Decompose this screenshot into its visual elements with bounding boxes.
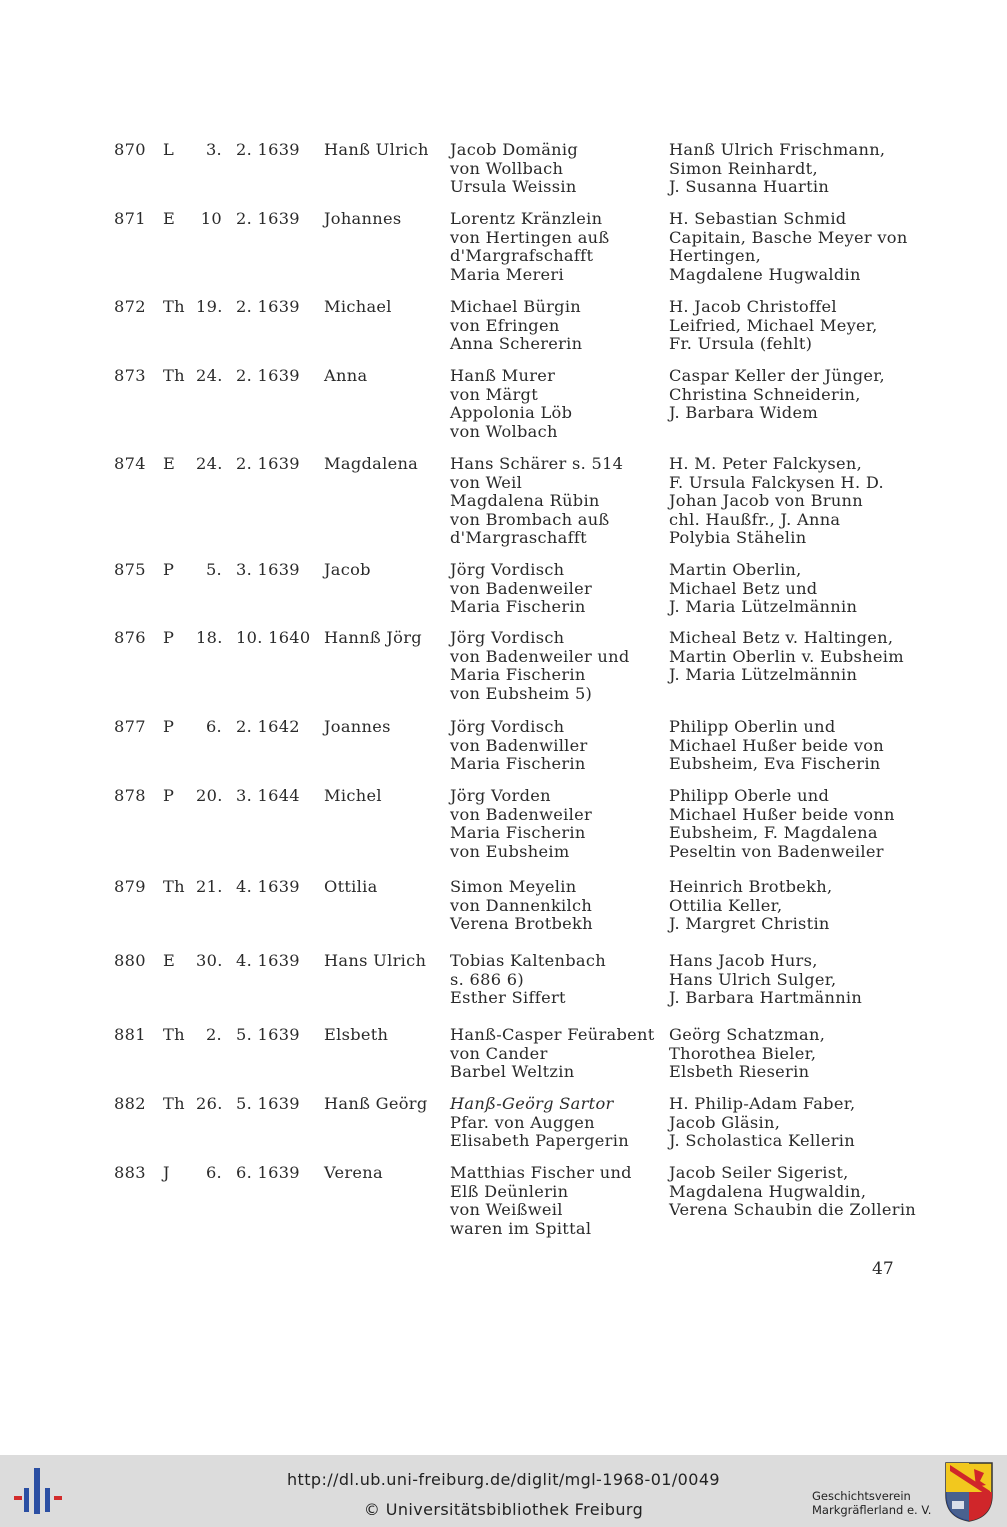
parents-line: Magdalena Rübin: [450, 491, 600, 510]
godparents-column: [669, 298, 878, 354]
entry-number: 881: [114, 1025, 146, 1044]
godparents-column: [669, 629, 904, 685]
entry-number: 874: [114, 454, 146, 473]
godparents-line: Hans Ulrich Sulger,: [669, 969, 837, 989]
entry-number: 873: [114, 366, 146, 385]
godparents-line: Hans Jacob Hurs,: [669, 951, 818, 970]
entry-month-year: 2. 1639: [236, 297, 300, 316]
publisher-line-2: Markgräflerland e. V.: [812, 1503, 932, 1517]
entry-month-year: 2. 1639: [236, 454, 300, 473]
parents-line: Anna Schererin: [450, 334, 583, 353]
footer-copyright: © Universitätsbibliothek Freiburg: [363, 1500, 644, 1519]
godparents-line: H. M. Peter Falckysen,: [669, 454, 863, 473]
godparents-line: Magdalena Hugwaldin,: [669, 1181, 867, 1201]
godparents-line: Ottilia Keller,: [669, 895, 783, 915]
entry-month-year: 6. 1639: [236, 1163, 300, 1182]
entry-day: 3.: [205, 140, 222, 159]
register-entry: [0, 952, 1007, 1008]
parents-line: Hanß Murer: [450, 366, 556, 385]
godparents-line: Peseltin von Badenweiler: [669, 841, 884, 861]
register-entry: [0, 561, 1007, 617]
godparents-line: H. Philip-Adam Faber,: [669, 1094, 856, 1113]
entry-code: L: [163, 140, 175, 159]
parents-column: [450, 718, 588, 774]
parents-line: Jörg Vordisch: [450, 560, 565, 579]
entry-day: 26.: [196, 1094, 223, 1113]
footer-url-link[interactable]: http://dl.ub.uni-freiburg.de/diglit/mgl-1968-01/0049: [287, 1470, 720, 1489]
godparents-line: Leifried, Michael Meyer,: [669, 315, 878, 335]
godparents-line: J. Margret Christin: [669, 914, 830, 933]
godparents-column: [669, 787, 895, 861]
parents-line: s. 686 6): [450, 969, 524, 989]
entry-number: 880: [114, 951, 146, 970]
godparents-line: Martin Oberlin v. Eubsheim: [669, 646, 904, 666]
godparents-column: [669, 1164, 916, 1220]
parents-line: von Brombach auß: [450, 509, 610, 529]
godparents-line: Eubsheim, Eva Fischerin: [669, 754, 881, 773]
parents-line: Maria Fischerin: [450, 823, 586, 842]
godparents-column: [669, 141, 885, 197]
godparents-line: J. Barbara Widem: [669, 403, 818, 422]
entry-code: E: [163, 454, 176, 473]
godparents-column: [669, 1095, 855, 1151]
parents-column: [450, 1026, 655, 1082]
parents-column: [450, 561, 592, 617]
entry-code: P: [163, 628, 175, 647]
child-name: Elsbeth: [324, 1025, 389, 1044]
godparents-line: Hanß Ulrich Frischmann,: [669, 140, 886, 159]
entry-month-year: 5. 1639: [236, 1094, 300, 1113]
register-entry: [0, 1095, 1007, 1151]
child-name: Hanß Geörg: [324, 1094, 428, 1113]
parents-line: von Eubsheim: [450, 841, 570, 861]
entry-month-year: 10. 1640: [236, 628, 311, 647]
publisher-name: [812, 1489, 931, 1517]
entry-number: 871: [114, 209, 146, 228]
child-name: Ottilia: [324, 877, 378, 896]
entry-day: 6.: [205, 1163, 222, 1182]
parents-column: [450, 455, 623, 548]
entry-month-year: 3. 1639: [236, 560, 300, 579]
parents-line: von Weil: [450, 472, 523, 492]
godparents-line: Eubsheim, F. Magdalena: [669, 823, 878, 842]
entry-number: 872: [114, 297, 146, 316]
parents-line: Simon Meyelin: [450, 877, 577, 896]
entry-month-year: 2. 1639: [236, 209, 300, 228]
entry-code: Th: [163, 366, 185, 385]
godparents-line: J. Scholastica Kellerin: [669, 1131, 855, 1150]
publisher-line-1: Geschichtsverein: [812, 1489, 911, 1503]
child-name: Magdalena: [324, 454, 419, 473]
register-entry: [0, 210, 1007, 284]
godparents-line: Michael Betz und: [669, 578, 818, 598]
parents-line: von Badenweiler: [450, 804, 592, 824]
entry-code: J: [163, 1163, 170, 1182]
parents-line: Maria Fischerin: [450, 597, 586, 616]
entry-day: 5.: [205, 560, 222, 579]
parents-line: Esther Siffert: [450, 988, 566, 1007]
register-entry: [0, 878, 1007, 934]
entry-number: 878: [114, 786, 146, 805]
parents-column: [450, 629, 630, 703]
register-entry: [0, 298, 1007, 354]
godparents-line: Heinrich Brotbekh,: [669, 877, 833, 896]
godparents-line: Michael Hußer beide vonn: [669, 804, 895, 824]
entry-number: 882: [114, 1094, 146, 1113]
register-entry: [0, 629, 1007, 703]
godparents-line: Polybia Stähelin: [669, 528, 807, 547]
register-entry: [0, 787, 1007, 861]
parents-column: [450, 1095, 629, 1151]
parents-line: Hanß-Geörg Sartor: [450, 1094, 614, 1113]
entry-day: 21.: [196, 877, 223, 896]
entry-code: P: [163, 560, 175, 579]
godparents-column: [669, 367, 885, 423]
godparents-line: Johan Jacob von Brunn: [669, 491, 864, 510]
entry-code: Th: [163, 877, 185, 896]
child-name: Michael: [324, 297, 392, 316]
parents-line: waren im Spittal: [450, 1218, 592, 1238]
parents-column: [450, 952, 606, 1008]
parents-line: Jörg Vordisch: [450, 628, 565, 647]
entry-number: 877: [114, 717, 146, 736]
parents-line: Elß Deünlerin: [450, 1181, 569, 1201]
godparents-line: Martin Oberlin,: [669, 560, 802, 579]
entry-month-year: 4. 1639: [236, 877, 300, 896]
entry-number: 876: [114, 628, 146, 647]
entry-code: P: [163, 717, 175, 736]
entry-day: 19.: [196, 297, 223, 316]
child-name: Hanß Ulrich: [324, 140, 429, 159]
godparents-line: F. Ursula Falckysen H. D.: [669, 472, 884, 492]
godparents-column: [669, 952, 862, 1008]
child-name: Jacob: [324, 560, 371, 579]
godparents-line: Hertingen,: [669, 246, 762, 265]
parents-line: von Wollbach: [450, 158, 564, 178]
register-entry: [0, 367, 1007, 441]
parents-line: von Badenweiler: [450, 578, 592, 598]
child-name: Johannes: [324, 209, 402, 228]
entry-number: 875: [114, 560, 146, 579]
parents-column: [450, 141, 578, 197]
parents-column: [450, 367, 572, 441]
godparents-line: J. Maria Lützelmännin: [669, 665, 858, 684]
parents-line: Appolonia Löb: [450, 403, 573, 422]
entry-day: 24.: [196, 454, 223, 473]
parents-line: von Badenwiller: [450, 735, 588, 755]
godparents-line: Simon Reinhardt,: [669, 158, 818, 178]
godparents-line: Capitain, Basche Meyer von: [669, 227, 908, 247]
parents-line: von Eubsheim 5): [450, 683, 593, 703]
entry-number: 883: [114, 1163, 146, 1182]
register-entry: [0, 1164, 1007, 1238]
entry-day: 6.: [205, 717, 222, 736]
entry-code: Th: [163, 1094, 185, 1113]
entry-day: 24.: [196, 366, 223, 385]
footer-bar: [0, 1455, 1007, 1527]
parents-line: Maria Mereri: [450, 264, 564, 284]
godparents-line: Philipp Oberle und: [669, 786, 830, 805]
entry-month-year: 2. 1639: [236, 140, 300, 159]
entry-day: 18.: [196, 628, 223, 647]
godparents-line: Geörg Schatzman,: [669, 1025, 826, 1044]
entry-number: 870: [114, 140, 146, 159]
godparents-line: H. Jacob Christoffel: [669, 297, 837, 316]
entry-month-year: 5. 1639: [236, 1025, 300, 1044]
godparents-line: Micheal Betz v. Haltingen,: [669, 628, 894, 647]
child-name: Hannß Jörg: [324, 628, 422, 647]
parents-line: Tobias Kaltenbach: [450, 951, 606, 970]
godparents-line: Jacob Gläsin,: [669, 1112, 781, 1132]
parents-line: Elisabeth Papergerin: [450, 1131, 629, 1150]
godparents-column: [669, 561, 857, 617]
godparents-line: J. Maria Lützelmännin: [669, 597, 858, 616]
coat-of-arms-icon: [944, 1461, 994, 1523]
godparents-line: Verena Schaubin die Zollerin: [669, 1200, 917, 1219]
child-name: Michel: [324, 786, 382, 805]
godparents-line: Fr. Ursula (fehlt): [669, 334, 813, 353]
parents-line: von Märgt: [450, 384, 538, 404]
register-entry: [0, 141, 1007, 197]
godparents-column: [669, 210, 908, 284]
godparents-line: Thorothea Bieler,: [669, 1043, 817, 1063]
godparents-line: J. Susanna Huartin: [669, 177, 830, 196]
godparents-column: [669, 878, 832, 934]
entry-day: 10: [200, 209, 222, 228]
parents-line: Jacob Domänig: [450, 140, 579, 159]
register-entry: [0, 718, 1007, 774]
parents-line: Lorentz Kränzlein: [450, 209, 603, 228]
parents-column: [450, 1164, 632, 1238]
parents-line: Hanß-Casper Feürabent: [450, 1025, 655, 1044]
parents-line: Hans Schärer s. 514: [450, 454, 624, 473]
parents-line: Barbel Weltzin: [450, 1062, 575, 1081]
child-name: Joannes: [324, 717, 391, 736]
parents-line: Matthias Fischer und: [450, 1163, 632, 1182]
parents-line: Pfar. von Auggen: [450, 1112, 595, 1132]
parents-column: [450, 210, 610, 284]
parents-line: Verena Brotbekh: [450, 914, 593, 933]
godparents-line: Michael Hußer beide von: [669, 735, 885, 755]
godparents-column: [669, 718, 884, 774]
parents-line: von Dannenkilch: [450, 895, 593, 915]
entry-code: E: [163, 209, 176, 228]
godparents-line: Philipp Oberlin und: [669, 717, 836, 736]
entry-month-year: 2. 1639: [236, 366, 300, 385]
entry-code: Th: [163, 1025, 185, 1044]
entry-number: 879: [114, 877, 146, 896]
godparents-line: chl. Haußfr., J. Anna: [669, 509, 841, 529]
godparents-line: H. Sebastian Schmid: [669, 209, 847, 228]
parents-line: von Badenweiler und: [450, 646, 630, 666]
entry-code: E: [163, 951, 176, 970]
entry-day: 20.: [196, 786, 223, 805]
page-number: 47: [872, 1259, 894, 1279]
parents-line: Jörg Vordisch: [450, 717, 565, 736]
parents-line: von Weißweil: [450, 1200, 563, 1219]
parents-line: Maria Fischerin: [450, 665, 586, 684]
parents-line: d'Margraschafft: [450, 528, 587, 547]
register-entry: [0, 1026, 1007, 1082]
parents-line: d'Margrafschafft: [450, 246, 594, 265]
register-entry: [0, 455, 1007, 548]
parents-line: von Hertingen auß: [450, 227, 610, 247]
entry-month-year: 3. 1644: [236, 786, 300, 805]
entry-day: 2.: [205, 1025, 222, 1044]
child-name: Verena: [324, 1163, 383, 1182]
parents-column: [450, 878, 593, 934]
parents-column: [450, 787, 592, 861]
child-name: Anna: [324, 366, 368, 385]
parents-line: Jörg Vorden: [450, 786, 551, 805]
parents-column: [450, 298, 582, 354]
godparents-line: Magdalene Hugwaldin: [669, 264, 861, 284]
godparents-line: Jacob Seiler Sigerist,: [669, 1163, 849, 1182]
godparents-column: [669, 455, 884, 548]
parents-line: von Wolbach: [450, 421, 558, 441]
godparents-line: Christina Schneiderin,: [669, 384, 861, 404]
child-name: Hans Ulrich: [324, 951, 427, 970]
godparents-line: Caspar Keller der Jünger,: [669, 366, 886, 385]
entry-day: 30.: [196, 951, 223, 970]
parents-line: Michael Bürgin: [450, 297, 582, 316]
parents-line: von Cander: [450, 1043, 548, 1063]
godparents-line: J. Barbara Hartmännin: [669, 988, 863, 1007]
parents-line: Ursula Weissin: [450, 177, 577, 196]
entry-month-year: 4. 1639: [236, 951, 300, 970]
entry-code: Th: [163, 297, 185, 316]
entry-month-year: 2. 1642: [236, 717, 300, 736]
entry-code: P: [163, 786, 175, 805]
parents-line: Maria Fischerin: [450, 754, 586, 773]
godparents-column: [669, 1026, 825, 1082]
parents-line: von Efringen: [450, 315, 560, 335]
godparents-line: Elsbeth Rieserin: [669, 1062, 810, 1081]
